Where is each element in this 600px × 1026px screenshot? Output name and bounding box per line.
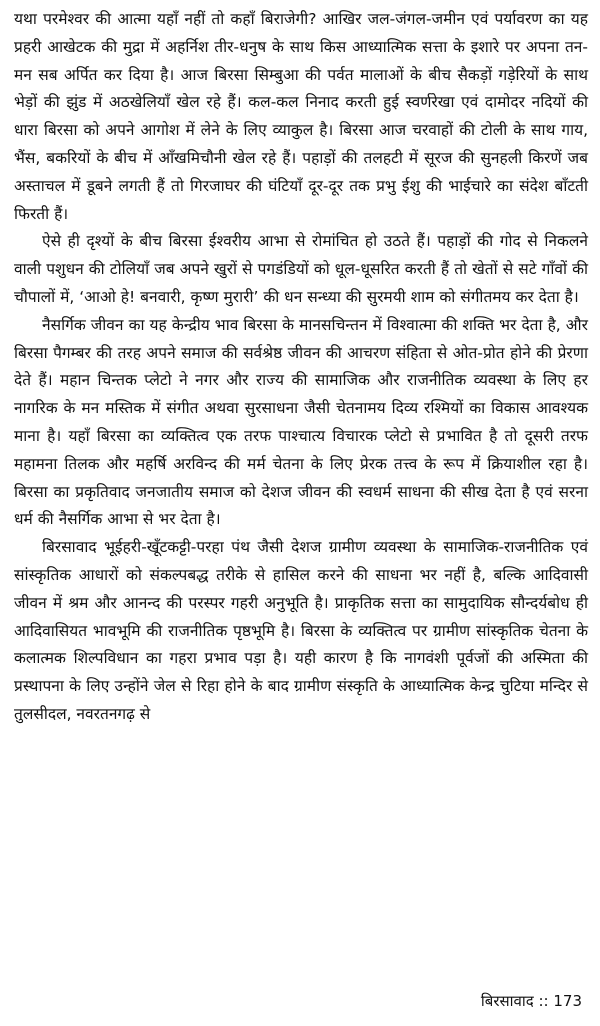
document-page bbox=[14, 6, 588, 1006]
footer-page-number: 173 bbox=[553, 992, 582, 1010]
paragraph-1: यथा परमेश्वर की आत्मा यहाँ नहीं तो कहाँ बिराजेगी? आखिर जल-जंगल-जमीन एवं पर्यावरण का यह प्रहरी आखेटक की मुद्रा में अहर्निश तीर-धनुष के साथ किस आध्यात्मिक सत्ता के इशारे पर अपना तन-मन सब अर्पित कर दिया है। आज बिरसा सिम्बुआ की पर्वत मालाओं के बीच सैकड़ों गड़ेरियों के साथ भेड़ों की झुंड में अठखेलियाँ खेल रहे हैं। कल-कल निनाद करती हुई स्वर्णरेखा एवं दामोदर नदियों की धारा बिरसा को अपने आगोश में लेने के लिए व्याकुल है। बिरसा आज चरवाहों की टोली के साथ गाय, भैंस, बकरियों के बीच में आँखमिचौनी खेल रहे हैं। पहाड़ों की तलहटी में सूरज की सुनहली किरणें जब अस्ताचल में डूबने लगती हैं तो गिरजाघर की घंटियाँ दूर-दूर तक प्रभु ईशु की भाईचारे का संदेश बाँटती फिरती हैं। bbox=[14, 10, 588, 223]
page-footer bbox=[481, 990, 582, 1012]
paragraph-4: बिरसावाद भूईहरी-खूँटकट्टी-परहा पंथ जैसी देशज ग्रामीण व्यवस्था के सामाजिक-राजनीतिक एवं सांस्कृतिक आधारों को संकल्पबद्ध तरीके से हासिल करने की साधना भर नहीं है, बल्कि आदिवासी जीवन में श्रम और आनन्द की परस्पर गहरी अनुभूति है। प्राकृतिक सत्ता का सामुदायिक सौन्दर्यबोध ही आदिवासियत भावभूमि की राजनीतिक पृष्ठभूमि है। बिरसा के व्यक्तित्व पर ग्रामीण सांस्कृतिक चेतना के कलात्मक शिल्पविधान का गहरा प्रभाव पड़ा है। यही कारण है कि नागवंशी पूर्वजों की अस्मिता की प्रस्थापना के लिए उन्होंने जेल से रिहा होने के बाद ग्रामीण संस्कृति के आध्यात्मिक केन्द्र चुटिया मन्दिर से तुलसीदल, नवरतनगढ़ से bbox=[14, 538, 588, 723]
paragraph-2: ऐसे ही दृश्यों के बीच बिरसा ईश्वरीय आभा से रोमांचित हो उठते हैं। पहाड़ों की गोद से निकलने वाली पशुधन की टोलियाँ जब अपने खुरों से पगडंडियों को धूल-धूसरित करती हैं तो खेतों से सटे गाँवों की चौपालों में, ‘आओ हे! बनवारी, कृष्ण मुरारी’ की धन सन्ध्या की सुरमयी शाम को संगीतमय कर देता है। bbox=[14, 232, 588, 306]
footer-book-title: बिरसावाद bbox=[480, 992, 534, 1010]
footer-separator: :: bbox=[538, 992, 549, 1010]
paragraph-3: नैसर्गिक जीवन का यह केन्द्रीय भाव बिरसा के मानसचिन्तन में विश्वात्मा की शक्ति भर देता है, और बिरसा पैगम्बर की तरह अपने समाज की सर्वश्रेष्ठ जीवन की आचरण संहिता से ओत-प्रोत होने की प्रेरणा देते हैं। महान चिन्तक प्लेटो ने नगर और राज्य की सामाजिक और राजनीतिक व्यवस्था के लिए हर नागरिक के मन मस्तिक में संगीत अथवा सुरसाधना जैसी चेतनामय दिव्य रश्मियों का विकास आवश्यक माना है। यहाँ बिरसा का व्यक्तित्व एक तरफ पाश्चात्य विचारक प्लेटो से प्रभावित है तो दूसरी तरफ महामना तिलक और महर्षि अरविन्द की मर्म चेतना के लिए प्रेरक तत्त्व के रूप में क्रियाशील रहा है। बिरसा का प्रकृतिवाद जनजातीय समाज को देशज जीवन की स्वधर्म साधना की सीख देता है एवं सरना धर्म की नैसर्गिक आभा से भर देता है। bbox=[14, 315, 588, 529]
